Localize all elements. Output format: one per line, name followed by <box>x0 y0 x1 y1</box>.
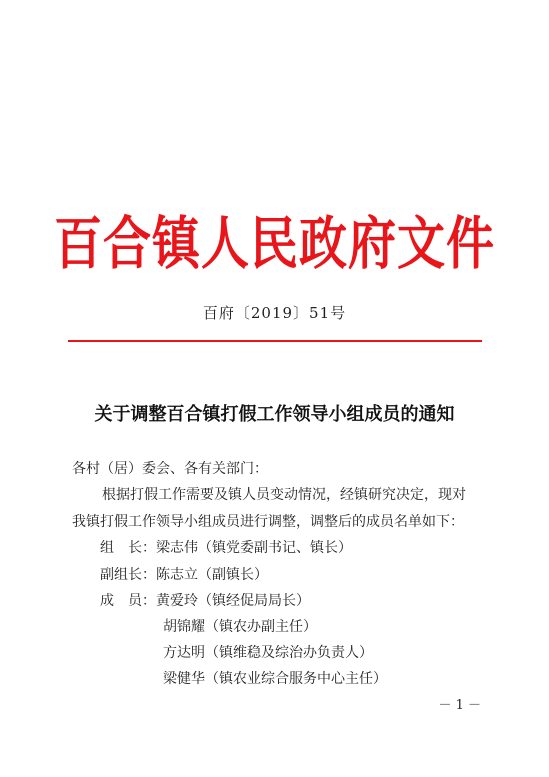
red-separator-line <box>68 340 482 342</box>
member-list-item: 梁健华（镇农业综合服务中心主任） <box>163 671 387 687</box>
body-paragraph-line-1: 根据打假工作需要及镇人员变动情况，经镇研究决定，现对 <box>102 487 466 503</box>
member-list-item: 方达明（镇维稳及综治办负责人） <box>163 645 373 661</box>
page-number: － 1 － <box>438 698 481 713</box>
document-number: 百府〔2019〕51号 <box>202 304 347 322</box>
member-list-item: 成 员：黄爱玲（镇经促局局长） <box>100 593 310 609</box>
member-leader: 组 长：梁志伟（镇党委副书记、镇长） <box>100 540 352 556</box>
member-deputy-leader: 副组长：陈志立（副镇长） <box>100 567 268 583</box>
notice-title: 关于调整百合镇打假工作领导小组成员的通知 <box>94 404 455 425</box>
issuer-title: 百合镇人民政府文件 <box>53 210 495 278</box>
member-list-item: 胡锦耀（镇农办副主任） <box>163 619 317 635</box>
body-paragraph-line-2: 我镇打假工作领导小组成员进行调整，调整后的成员名单如下： <box>72 514 464 530</box>
salutation: 各村（居）委会、各有关部门： <box>72 461 268 477</box>
